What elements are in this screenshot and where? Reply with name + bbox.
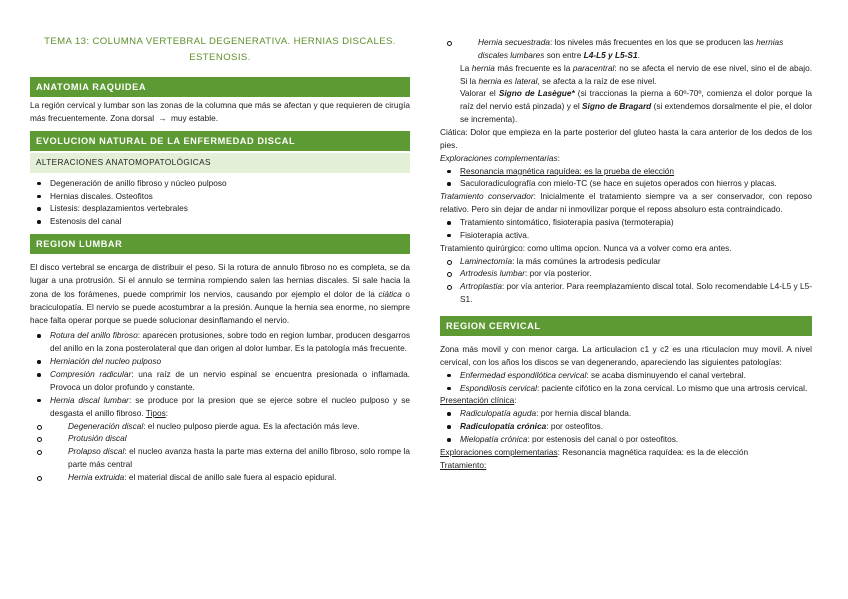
list-item-herniacion: Herniación del nucleo pulposo [30, 355, 410, 368]
list-item: Hernia extruida: el material discal de anillo sale fuera al espacio epidural. [30, 471, 410, 484]
list-item: Resonancia magnética raquídea: es la prueba de elección [440, 165, 812, 178]
alteraciones-list [30, 177, 410, 228]
list-item: Mielopatía crónica: por estenosis del canal o por osteofitos. [440, 433, 812, 446]
list-item: Protusión discal [30, 432, 410, 445]
list-item: Radiculopatía aguda: por hernia discal blanda. [440, 407, 812, 420]
section-heading-lumbar: REGION LUMBAR [30, 234, 410, 254]
list-item: Artroplastia: por vía anterior. Para reemplazamiento discal total. Solo recomendable L4-L5 y L5-S1. [440, 280, 812, 306]
lumbar-paragraph: El disco vertebral se encarga de distribuir el peso. Si la rotura de annulo fibroso no es completa, se da lugar a una protrusión. Si el annulo se termina rompiendo salen las hernias discales. Si sale hacia la zona de los forámenes, puede comprimir los nervios, causando por ejemplo el dolor de la ciática o braciculopatía. El nervio se puede acostumbrar a la presión. Aunque la hernia sea enorme, no siempre hace falta operar porque se puede solucionar desinflamando el nervio. [30, 262, 410, 326]
list-item-secuestrada: Hernia secuestrada: los niveles más frecuentes en los que se producen las hernias discales lumbares son entre L4-L5 y L5-S1. [440, 36, 812, 62]
cervical-tratamiento-heading: Tratamiento: [440, 459, 487, 470]
quirurgico-paragraph: Tratamiento quirúrgico: como ultima opcion. Nunca va a volver como era antes. [440, 242, 732, 253]
document-title: TEMA 13: COLUMNA VERTEBRAL DEGENERATIVA. HERNIAS DISCALES. ESTENOSIS. [44, 36, 396, 63]
list-item: Degeneración discal: el nucleo pulposo pierde agua. Es la afectación más leve. [30, 420, 410, 433]
list-item: Radiculopatía crónica: por osteofitos. [440, 420, 812, 433]
lumbar-list [30, 329, 410, 483]
section-heading-evolucion: EVOLUCION NATURAL DE LA ENFERMEDAD DISCAL [30, 131, 410, 151]
section-heading-anatomia: ANATOMIA RAQUIDEA [30, 77, 410, 97]
list-item: Saculoradiculografía con mielo-TC (se hace en sujetos operados con hierros y placas. [440, 177, 812, 190]
list-item: Listesis: desplazamientos vertebrales [30, 202, 410, 215]
list-item-compresion: Compresión radicular: una raíz de un nervio espinal se encuentra presionada o inflamada. Provoca un dolor profundo y constante. [30, 368, 410, 394]
cervical-list [440, 369, 812, 395]
quirurgico-list [440, 255, 812, 306]
list-item: Degeneración de anillo fibroso y núcleo pulposo [30, 177, 410, 190]
list-item: Prolapso discal: el nucleo avanza hasta la parte mas externa del anillo fibroso, solo rompe la parte más central [30, 445, 410, 471]
anatomia-paragraph: La región cervical y lumbar son las zonas de la columna que más se afectan y que requieren de cirugía más frecuentemente. Zona dorsal → muy estable. [30, 100, 410, 123]
list-item: Artrodesis lumbar: por vía posterior. [440, 267, 812, 280]
list-item: Estenosis del canal [30, 215, 410, 228]
list-item: Enfermedad espondilótica cervical: se acaba disminuyendo el canal vertebral. [440, 369, 812, 382]
conservador-list [440, 216, 812, 242]
list-item-hernia-lumbar: Hernia discal lumbar: se produce por la presion que se ejerce sobre el nucleo pulposo y se desgasta el anillo fibroso. Tipos: Degeneración discal: el nucleo pulposo pierde agua. Es la afectación más leve. Protusión discal Prolapso discal: el nucleo avanza hasta la parte mas externa del anillo fibroso, solo rompe la parte más central Hernia extruida: el material discal de anillo sale fuera al espacio epidural. [30, 394, 410, 484]
list-item: Hernias discales. Osteofitos [30, 190, 410, 203]
list-item: Tratamiento sintomático, fisioterapia pasiva (termoterapia) [440, 216, 812, 229]
right-column [440, 0, 812, 472]
subsection-heading-alteraciones: ALTERACIONES ANATOMOPATOLÓGICAS [30, 153, 410, 173]
left-column [30, 0, 410, 484]
conservador-paragraph: Tratamiento conservador: Inicialmente el tratamiento siempre va a ser conservador, con reposo relativo. Pero sin dejar de andar ni inmovilizar porque el reposs absoluro esta contraindicado. [440, 191, 812, 215]
secuestrada-list [440, 36, 812, 62]
ciatica-paragraph: Ciática: Dolor que empieza en la parte posterior del gluteo hasta la cara anterior de los dedos de los pies. [440, 127, 812, 150]
right-arrow-icon: → [158, 112, 167, 123]
presentacion-list [440, 407, 812, 446]
paracentral-paragraph: La hernia más frecuente es la paracentral: no se afecta el nervio de ese nivel, sino el de abajo. Si la hernia es lateral, se afecta a la raíz de ese nivel. [460, 62, 812, 86]
list-item: Espondilosis cervical: paciente cifótico en la zona cervical. Lo mismo que una artrosis cervical. [440, 382, 812, 395]
lasegue-paragraph: Valorar el Signo de Lasègue* (si traccionas la pierna a 60º-70º, comienza el dolor porque la raíz del nervio está pinzada) y el Signo de Bragard (si extendemos dorsalmente el pie, el dolor se incrementa). [460, 88, 812, 125]
cervical-intro: Zona más movil y con menor carga. La articulacion c1 y c2 es una rticulacion muy movil. A nivel cervical, con los años los discos se van degenerando, apareciendo las siguientes patologías: [440, 344, 812, 367]
exploraciones-list [440, 165, 812, 191]
section-heading-cervical: REGION CERVICAL [440, 316, 812, 336]
tipos-list [30, 420, 410, 484]
list-item: Fisioterapia activa. [440, 229, 812, 242]
cervical-exploraciones: Exploraciones complementarias: Resonancia magnética raquídea: es la de elección [440, 446, 749, 457]
list-item-rotura: Rotura del anillo fibroso: aparecen protusiones, sobre todo en region lumbar, producen desgarros del anillo en la zona posterolateral que dan origen al dolor lumbar. Es la patología más frecuente. [30, 329, 410, 355]
list-item: Laminectomía: la más comúnes la artrodesis pedicular [440, 255, 812, 268]
presentacion-heading: Presentación clínica: [440, 395, 517, 406]
exploraciones-heading: Exploraciones complementarias: [440, 152, 560, 163]
